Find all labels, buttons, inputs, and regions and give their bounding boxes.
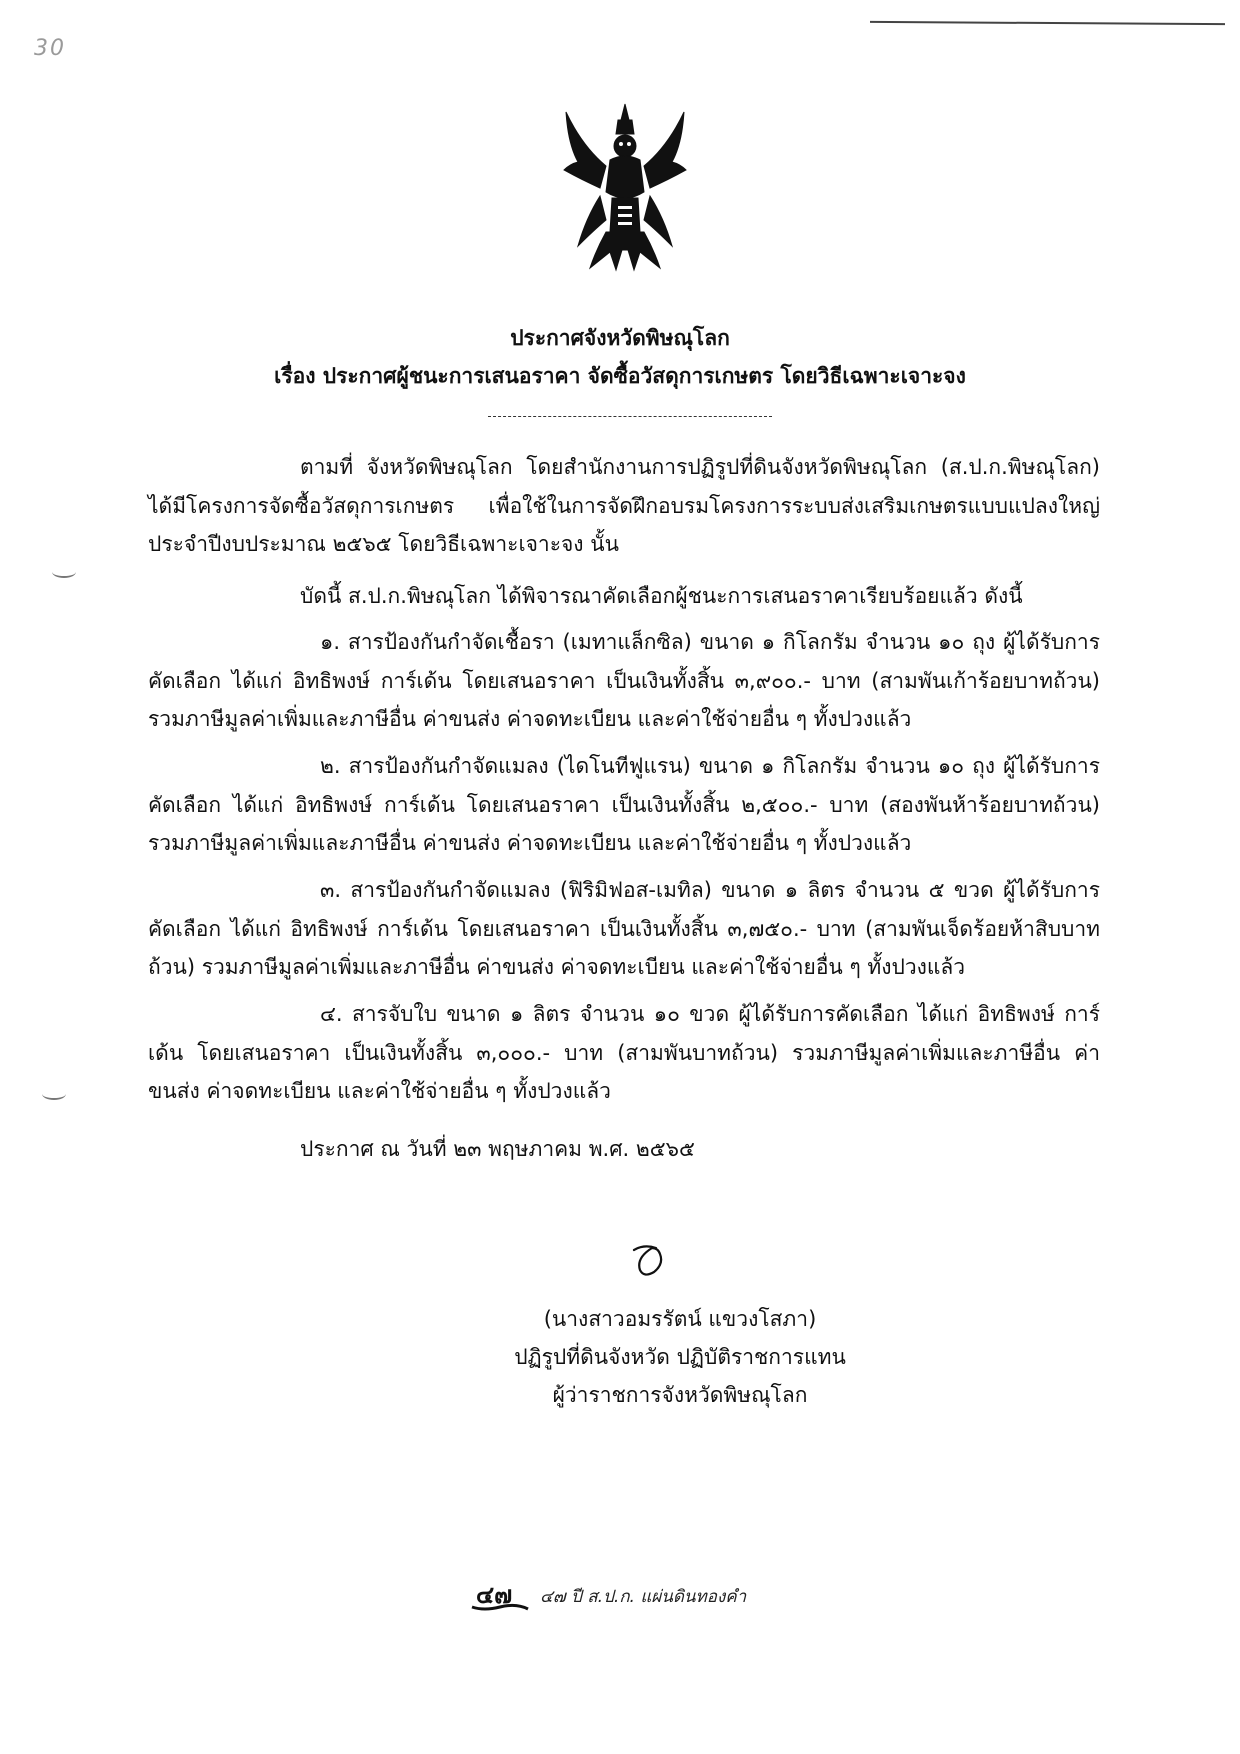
- award-item-text: ๒. สารป้องกันกำจัดแมลง (ไดโนทีฟูแรน) ขนาด ๑ กิโลกรัม จำนวน ๑๐ ถุง ผู้ได้รับการคัดเลือก ได้แก่ อิทธิพงษ์ การ์เด้น โดยเสนอราคา เป็นเงินทั้งสิ้น ๒,๕๐๐.- บาท (สองพันห้าร้อยบาทถ้วน) รวมภาษีมูลค่าเพิ่มและภาษีอื่น ค่าขนส่ง ค่าจดทะเบียน และค่าใช้จ่ายอื่น ๆ ทั้งปวงแล้ว: [148, 754, 1100, 855]
- award-item-text: ๓. สารป้องกันกำจัดแมลง (ฟิริมิฟอส-เมทิล) ขนาด ๑ ลิตร จำนวน ๕ ขวด ผู้ได้รับการคัดเลือก ได้แก่ อิทธิพงษ์ การ์เด้น โดยเสนอราคา เป็นเงินทั้งสิ้น ๓,๗๕๐.- บาท (สามพันเจ็ดร้อยห้าสิบบาทถ้วน) รวมภาษีมูลค่าเพิ่มและภาษีอื่น ค่าขนส่ง ค่าจดทะเบียน และค่าใช้จ่ายอื่น ๆ ทั้งปวงแล้ว: [148, 878, 1100, 979]
- footer-banner: [470, 1575, 746, 1617]
- signature-block: [500, 1300, 860, 1414]
- intro-text: ตามที่ จังหวัดพิษณุโลก โดยสำนักงานการปฏิรูปที่ดินจังหวัดพิษณุโลก (ส.ป.ก.พิษณุโลก) ได้มีโครงการจัดซื้อวัสดุการเกษตร เพื่อใช้ในการจัดฝึกอบรมโครงการระบบส่งเสริมเกษตรแบบแปลงใหญ่ ประจำปีงบประมาณ ๒๕๖๕ โดยวิธีเฉพาะเจาะจง นั้น: [148, 455, 1100, 556]
- award-item-text: ๑. สารป้องกันกำจัดเชื้อรา (เมทาแล็กซิล) ขนาด ๑ กิโลกรัม จำนวน ๑๐ ถุง ผู้ได้รับการคัดเลือก ได้แก่ อิทธิพงษ์ การ์เด้น โดยเสนอราคา เป็นเงินทั้งสิ้น ๓,๙๐๐.- บาท (สามพันเก้าร้อยบาทถ้วน) รวมภาษีมูลค่าเพิ่มและภาษีอื่น ค่าขนส่ง ค่าจดทะเบียน และค่าใช้จ่ายอื่น ๆ ทั้งปวงแล้ว: [148, 630, 1100, 731]
- award-item: [148, 995, 1100, 1111]
- garuda-emblem-icon: [560, 100, 690, 275]
- handwritten-signature: [630, 1240, 670, 1280]
- award-item: [148, 871, 1100, 987]
- award-item: [148, 747, 1100, 863]
- document-subject: เรื่อง ประกาศผู้ชนะการเสนอราคา จัดซื้อวัสดุการเกษตร โดยวิธีเฉพาะเจาะจง: [274, 364, 966, 388]
- signer-position: ปฏิรูปที่ดินจังหวัด ปฏิบัติราชการแทน: [514, 1345, 846, 1369]
- page-corner-number: 30: [34, 36, 66, 61]
- announcement-date: ประกาศ ณ วันที่ ๒๓ พฤษภาคม พ.ศ. ๒๕๖๕: [300, 1137, 695, 1161]
- document-title: ประกาศจังหวัดพิษณุโลก: [510, 326, 730, 350]
- anniversary-logo-text: ๔๗: [476, 1581, 513, 1609]
- punch-hole-mark: [42, 1088, 66, 1100]
- intro-paragraph: [148, 448, 1100, 564]
- footer-text: ๔๗ ปี ส.ป.ก. แผ่นดินทองคำ: [540, 1586, 747, 1607]
- award-item-text: ๔. สารจับใบ ขนาด ๑ ลิตร จำนวน ๑๐ ขวด ผู้ได้รับการคัดเลือก ได้แก่ อิทธิพงษ์ การ์เด้น โดยเสนอราคา เป็นเงินทั้งสิ้น ๓,๐๐๐.- บาท (สามพันบาทถ้วน) รวมภาษีมูลค่าเพิ่มและภาษีอื่น ค่าขนส่ง ค่าจดทะเบียน และค่าใช้จ่ายอื่น ๆ ทั้งปวงแล้ว: [148, 1002, 1100, 1103]
- top-rule-line: [870, 21, 1225, 25]
- title-separator: [488, 416, 772, 417]
- signer-name: (นางสาวอมรรัตน์ แขวงโสภา): [543, 1307, 817, 1331]
- punch-hole-mark: [52, 566, 76, 578]
- award-item: [148, 623, 1100, 739]
- selection-paragraph: บัดนี้ ส.ป.ก.พิษณุโลก ได้พิจารณาคัดเลือกผู้ชนะการเสนอราคาเรียบร้อยแล้ว ดังนี้: [300, 584, 1023, 608]
- anniversary-logo-icon: [470, 1577, 530, 1615]
- signer-role: ผู้ว่าราชการจังหวัดพิษณุโลก: [552, 1383, 808, 1407]
